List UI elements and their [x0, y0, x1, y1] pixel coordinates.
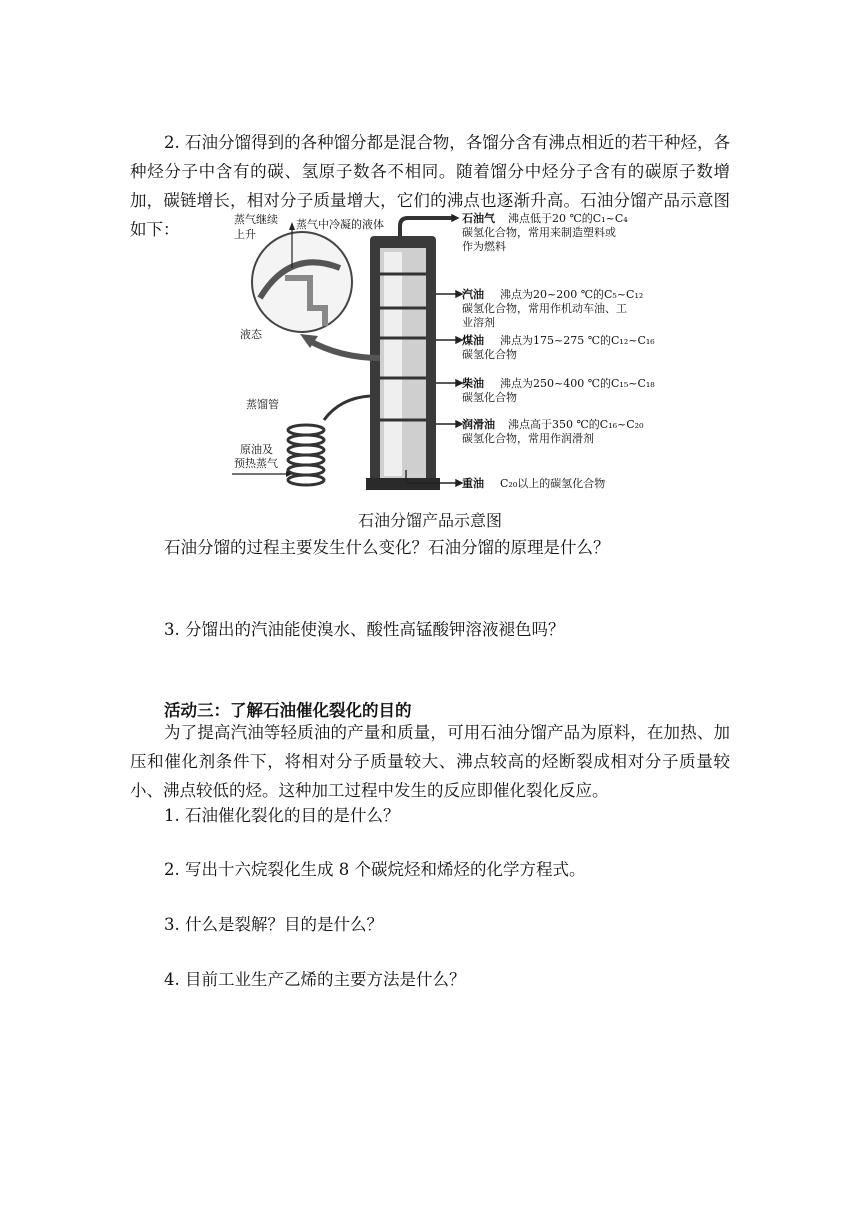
section2-paragraph: 2. 石油分馏得到的各种馏分都是混合物，各馏分含有沸点相近的若干种烃，各种烃分子中含有的碳、氢原子数各不相同。随着馏分中烃分子含有的碳原子数增加，碳链增长，相对分子质量增大，它们的沸点也逐渐升高。石油分馏产品示意图如下：: [130, 133, 730, 239]
activity3-intro: 为了提高汽油等轻质油的产量和质量，可用石油分馏产品为原料，在加热、加压和催化剂条件下，将相对分子质量较大、沸点较高的烃断裂成相对分子质量较小、沸点较低的烃。这种加工过程中发生的反应即催化裂化反应。: [130, 723, 730, 800]
label-condensed-liquid: 蒸气中冷凝的液体: [296, 218, 384, 231]
product-lubricating-oil: [461, 417, 644, 445]
svg-text:沸点为175~275 ℃的C₁₂~C₁₆: 沸点为175~275 ℃的C₁₂~C₁₆: [500, 334, 655, 347]
svg-text:石油气: 石油气: [462, 212, 495, 225]
question-fractionation: 石油分馏的过程主要发生什么变化？石油分馏的原理是什么？: [164, 538, 610, 557]
activity3-question-4: 4. 目前工业生产乙烯的主要方法是什么？: [164, 970, 466, 989]
product-diesel: [462, 376, 655, 404]
activity3-question-1: 1. 石油催化裂化的目的是什么？: [164, 806, 400, 825]
svg-text:碳氢化合物: 碳氢化合物: [462, 348, 517, 361]
figure-caption: 石油分馏产品示意图: [357, 511, 502, 530]
label-crude-oil-2: 预热蒸气: [234, 457, 278, 470]
magnified-view: [252, 232, 352, 332]
svg-text:碳氢化合物: 碳氢化合物: [462, 391, 517, 404]
label-liquid-state: 液态: [240, 328, 262, 341]
svg-text:沸点低于20 ℃的C₁~C₄: 沸点低于20 ℃的C₁~C₄: [508, 212, 628, 225]
product-gasoline: [461, 287, 643, 329]
svg-text:碳氢化合物，常用作机动车油、工: 碳氢化合物，常用作机动车油、工: [462, 302, 627, 315]
svg-text:沸点为250~400 ℃的C₁₅~C₁₈: 沸点为250~400 ℃的C₁₅~C₁₈: [500, 377, 655, 390]
svg-text:C₂₀以上的碳氢化合物: C₂₀以上的碳氢化合物: [500, 477, 606, 490]
label-vapor-rise-1: 蒸气继续: [234, 213, 278, 226]
product-heavy-oil: [462, 476, 605, 490]
svg-text:煤油: 煤油: [462, 334, 484, 347]
svg-text:碳氢化合物，常用来制造塑料或: 碳氢化合物，常用来制造塑料或: [462, 226, 616, 239]
svg-text:润滑油: 润滑油: [462, 418, 495, 431]
product-petroleum-gas: [462, 211, 628, 253]
svg-text:沸点高于350 ℃的C₁₆~C₂₀: 沸点高于350 ℃的C₁₆~C₂₀: [508, 418, 644, 431]
activity3-question-2: 2. 写出十六烷裂化生成 8 个碳烷烃和烯烃的化学方程式。: [164, 860, 586, 879]
svg-text:作为燃料: 作为燃料: [462, 240, 506, 253]
label-distill-tube: 蒸馏管: [246, 398, 279, 411]
activity3-heading: 活动三：了解石油催化裂化的目的: [164, 701, 412, 720]
svg-text:碳氢化合物，常用作润滑剂: 碳氢化合物，常用作润滑剂: [462, 432, 594, 445]
svg-text:汽油: 汽油: [462, 288, 484, 301]
activity3-question-3: 3. 什么是裂解？目的是什么？: [164, 915, 383, 934]
svg-text:沸点为20~200 ℃的C₅~C₁₂: 沸点为20~200 ℃的C₅~C₁₂: [500, 288, 644, 301]
question-3: 3. 分馏出的汽油能使溴水、酸性高锰酸钾溶液褪色吗？: [164, 620, 565, 639]
svg-text:重油: 重油: [462, 477, 484, 490]
product-kerosene: [462, 333, 655, 361]
svg-text:柴油: 柴油: [462, 377, 484, 390]
label-vapor-rise-2: 上升: [234, 228, 256, 241]
label-crude-oil-1: 原油及: [240, 443, 273, 456]
fractional-distillation-diagram: [230, 208, 670, 500]
svg-text:业溶剂: 业溶剂: [462, 316, 495, 329]
